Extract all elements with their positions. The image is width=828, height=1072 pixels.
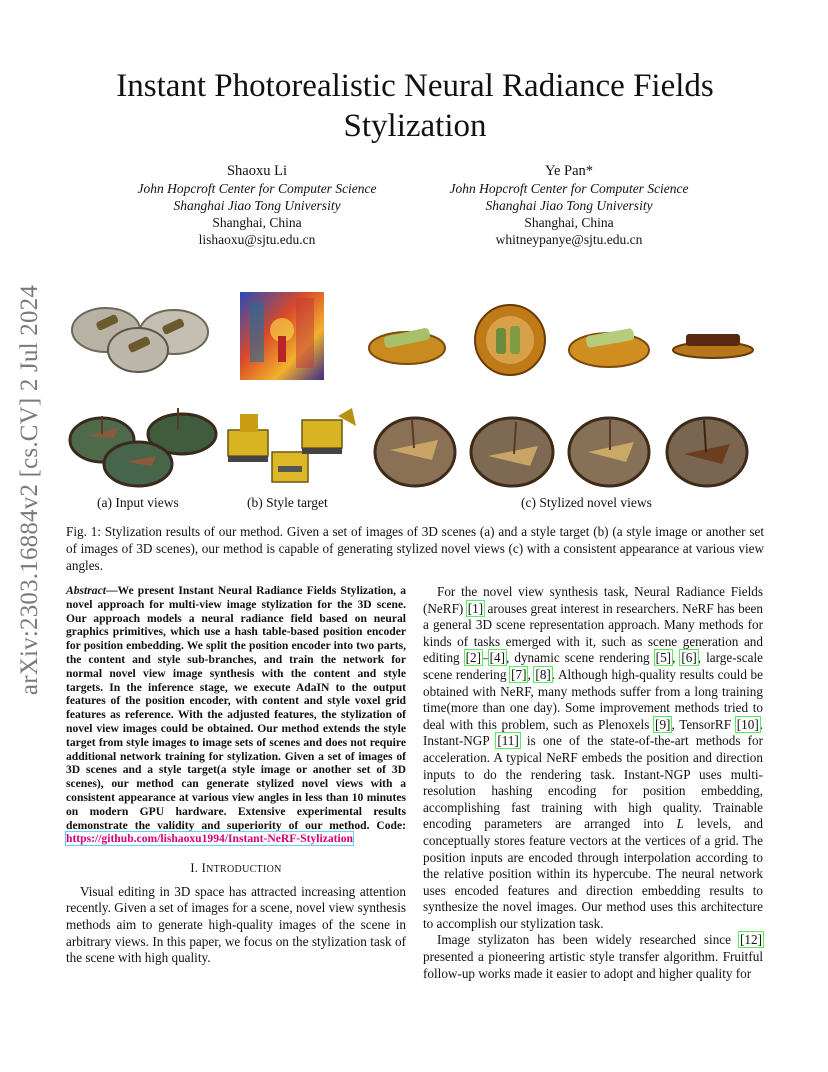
intro-paragraph-2 xyxy=(423,584,763,932)
author-affiliation: John Hopcroft Center for Computer Science xyxy=(137,181,377,196)
input-view-plates-image xyxy=(66,298,216,378)
author-university: Shanghai Jiao Tong University xyxy=(485,198,653,213)
section-title-rest: NTRODUCTION xyxy=(206,864,282,876)
citation-link[interactable]: [7] xyxy=(511,666,527,682)
stylized-view-ship-3 xyxy=(566,412,652,488)
subcaption-c: (c) Stylized novel views xyxy=(521,495,652,510)
citation-link[interactable]: [9] xyxy=(655,716,671,732)
math-variable: L xyxy=(676,816,684,832)
arxiv-id: arXiv:2303.16884v2 [cs.CV] 2 Jul 2024 xyxy=(16,284,43,696)
citation-link[interactable]: [5] xyxy=(655,650,672,666)
citation-link[interactable]: [2] xyxy=(465,650,482,666)
text-run: is one of the state-of-the-art methods for acceleration. A typical NeRF embeds the position and direction inputs to do the rendering task. Instant-NGP uses multi-resolution hashing encoding for position embedding, accomplishing fast training with high quality. Trainable encoding parameters are arranged into xyxy=(423,733,764,832)
subcaption-a: (a) Input views xyxy=(97,495,179,510)
text-run: , large-scale scene rendering xyxy=(423,650,763,682)
text-run: . Although high-quality results could be obtained with NeRF, many methods suffer from a long training time(more than one day). Some improvement methods tried to deal with this problem, such as Plenoxels xyxy=(423,666,764,732)
section-title-initial: I xyxy=(201,861,207,876)
intro-paragraph-3 xyxy=(423,932,763,982)
author-block-2 xyxy=(399,163,739,248)
style-target-lego-image xyxy=(218,406,358,488)
text-run: – xyxy=(482,650,489,666)
stylized-view-ship-1 xyxy=(372,412,458,488)
stylized-view-ship-4 xyxy=(664,412,750,488)
author-name: Shaoxu Li xyxy=(226,163,287,179)
text-run: levels, and conceptually stores feature vectors at the vertices of a grid. The position inputs are encoded through interpolation according to the relative position within its hypercube. The neural network uses encoded features and direction embedding results to synthesize the novel images. Our method uses this architecture to accomplish our stylization task. xyxy=(423,816,763,931)
arxiv-sidebar-stamp xyxy=(8,284,52,696)
author-block-1 xyxy=(87,163,427,248)
section-heading-introduction xyxy=(66,860,406,879)
left-column xyxy=(66,584,406,967)
subcaption-b: (b) Style target xyxy=(247,495,328,510)
stylized-view-plate-4 xyxy=(670,330,756,360)
paper-title: Instant Photorealistic Neural Radiance Fields Stylization xyxy=(116,68,714,144)
style-painting-image xyxy=(240,292,324,380)
figure-caption: Fig. 1: Stylization results of our method. Given a set of images of 3D scenes (a) and a style target (b) (a style image or another set of images of 3D scenes), our method is capable of generating stylized novel views (c) with a consistent appearance at various view angles. xyxy=(66,524,764,573)
section-number: I. xyxy=(190,861,199,876)
author-name: Ye Pan* xyxy=(544,163,594,179)
citation-link[interactable]: [8] xyxy=(535,666,551,682)
intro-paragraph-1: Visual editing in 3D space has attracted increasing attention recently. Given a set of images for a scene, novel view synthesis methods aim to generate high-quality images of the scene in arbitrary views. In this paper, we focus on the stylization task of the scene with high quality. xyxy=(66,883,406,966)
author-email[interactable]: whitneypanye@sjtu.edu.cn xyxy=(495,232,643,247)
text-run: presented a pioneering artistic style transfer algorithm. Fruitful follow-up works made it easier to adopt and higher quality for xyxy=(423,949,763,981)
author-email[interactable]: lishaoxu@sjtu.edu.cn xyxy=(198,232,316,247)
citation-link[interactable]: [6] xyxy=(681,650,697,666)
text-run: , xyxy=(672,650,681,666)
abstract-text: —We present Instant Neural Radiance Fields Stylization, a novel approach for multi-view image stylization for the 3D scene. Our approach models a neural radiance field based on neural graphics primitives, which use a hash table-based position encoder for position embedding. We split the position encoder into two parts, the content and style sub-branches, and train the network for normal novel view image synthesis with the content and style targets. In the inference stage, we execute AdaIN to the output features of the position encoder, with content and style voxel grid features as reference. With the adjusted features, the stylization of novel view images could be obtained. Our method extends the style target from style images to image sets of scenes and does not require additional network training for stylization. Given a set of images of 3D scenes and a style target(a style image or another set of 3D scenes), our method can generate stylized novel views with a consistent appearance at various view angles in less than 10 minutes on modern GPU hardware. Extensive experimental results demonstrate the validity and superiority of our method. Code: xyxy=(66,584,406,832)
text-run: , xyxy=(527,666,535,682)
text-run: For the novel view synthesis task, Neural Radiance Fields (NeRF) xyxy=(423,584,763,616)
author-affiliation: John Hopcroft Center for Computer Science xyxy=(449,181,689,196)
abstract-label: Abstract xyxy=(66,584,106,597)
author-university: Shanghai Jiao Tong University xyxy=(173,198,341,213)
abstract xyxy=(66,584,406,846)
text-run: . Instant-NGP xyxy=(423,716,764,749)
citation-link[interactable]: [4] xyxy=(489,650,506,666)
citation-link[interactable]: [10] xyxy=(736,716,759,732)
text-run: , TensorRF xyxy=(671,716,736,732)
text-run: , dynamic scene rendering xyxy=(506,650,655,666)
stylized-view-ship-2 xyxy=(468,412,556,488)
author-city: Shanghai, China xyxy=(212,215,302,230)
code-link[interactable]: https://github.com/lishaoxu1994/Instant-NeRF-Stylization xyxy=(66,832,353,846)
text-run: arouses great interest in researchers. NeRF has been a general 3D scene representation approach. Many methods for kinds of tasks emerged with it, such as scene generation and editing xyxy=(423,600,763,666)
right-column xyxy=(423,584,763,982)
figure-1 xyxy=(66,288,766,498)
citation-link[interactable]: [1] xyxy=(467,600,484,616)
citation-link[interactable]: [12] xyxy=(740,932,762,948)
input-view-ships-image xyxy=(66,406,218,490)
author-city: Shanghai, China xyxy=(524,215,614,230)
stylized-view-plate-1 xyxy=(366,318,448,368)
stylized-view-plate-2 xyxy=(470,302,550,378)
stylized-view-plate-3 xyxy=(566,318,652,370)
citation-link[interactable]: [11] xyxy=(497,733,519,749)
text-run: Image stylizaton has been widely researched since xyxy=(437,932,740,948)
